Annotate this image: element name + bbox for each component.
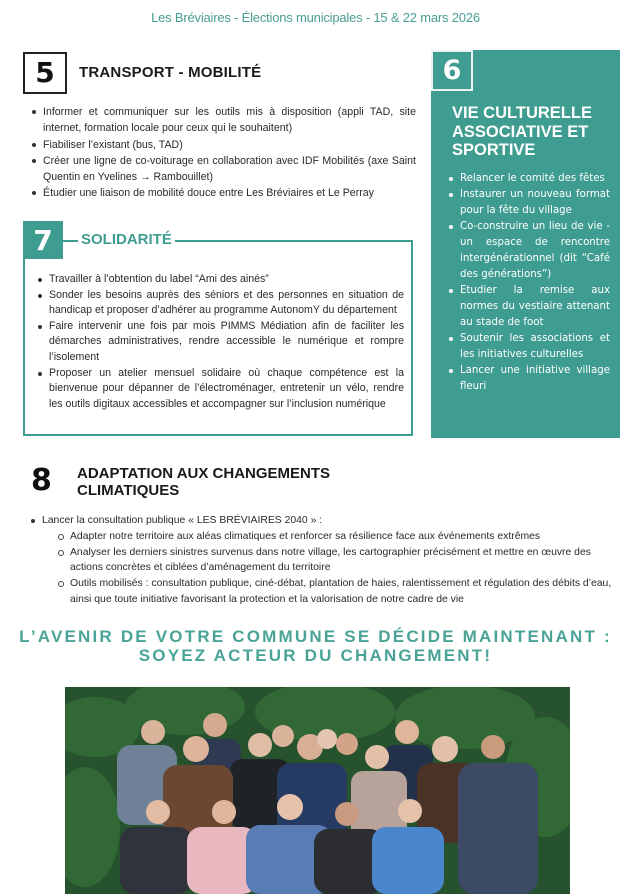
transport-list	[32, 104, 416, 202]
list-item: Soutenir les associations et les initiatives culturelles	[449, 331, 610, 363]
section-title-climat-line2: CLIMATIQUES	[77, 482, 180, 499]
list-item: Faire intervenir une fois par mois PIMMS Médiation afin de faciliter les démarches administratives, rendre accessible le numérique et rompre l’isolement	[38, 319, 404, 366]
list-item: Etudier la remise aux normes du vestiaire attenant au stade de foot	[449, 283, 610, 331]
section-title-culture: VIE CULTURELLE ASSOCIATIVE ET SPORTIVE	[452, 104, 592, 159]
climat-list	[31, 513, 613, 608]
page-header: Les Bréviaires - Élections municipales - 15 & 22 mars 2026	[151, 10, 480, 25]
list-item: Co-construire un lieu de vie - un espace de rencontre intergénérationnel (dit “Café des générations”)	[449, 219, 610, 283]
section-number-8: 8	[31, 463, 52, 498]
list-item: Proposer un atelier mensuel solidaire où chaque compétence est la bienvenue pour dépanner de l’électroménager, entretenir un vélo, rendre les outils digitaux accessibles et accompagner sur l’inclusion numérique	[38, 366, 404, 413]
slogan-line-2: SOYEZ ACTEUR DU CHANGEMENT!	[138, 646, 493, 665]
slogan-line-1: L’AVENIR DE VOTRE COMMUNE SE DÉCIDE MAINTENANT :	[19, 627, 612, 646]
list-item: Travailler à l’obtention du label “Ami des ainés”	[38, 272, 404, 288]
sublist-item: Analyser les derniers sinistres survenus dans notre village, les cartographier précisément et mettre en œuvre des actions concrètes et ciblées d’aménagement du territoire	[58, 545, 613, 577]
team-group-photo	[65, 687, 570, 894]
list-item: Informer et communiquer sur les outils mis à disposition (appli TAD, site internet, formation locale pour ceux qui le souhaitent)	[32, 104, 416, 137]
slogan	[0, 627, 631, 665]
group-photo-illustration	[65, 687, 570, 894]
list-item: Créer une ligne de co-voiturage en collaboration avec IDF Mobilités (axe Saint Quentin en Yvelines → Rambouillet)	[32, 153, 416, 186]
culture-list	[449, 171, 610, 395]
list-item	[31, 513, 613, 608]
list-item: Sonder les besoins auprès des séniors et des personnes en situation de handicap et proposer d’adhérer au programme AutonomY du département	[38, 288, 404, 319]
sublist-item: Outils mobilisés : consultation publique, ciné-débat, plantation de haies, ralentissement et régulation des débits d’eau, ainsi que toute initiative favorisant la protection et la valorisation de notre cadre de vie	[58, 576, 613, 608]
section-number-6: 6	[431, 50, 473, 91]
section-title-climat-line1: ADAPTATION AUX CHANGEMENTS	[77, 465, 331, 482]
list-item: Fiabiliser l’existant (bus, TAD)	[32, 137, 416, 153]
section-number-7: 7	[23, 221, 63, 259]
list-item: Lancer une initiative village fleuri	[449, 363, 610, 395]
sublist-item: Adapter notre territoire aux aléas climatiques et renforcer sa résilience face aux événements extrêmes	[58, 529, 613, 545]
solidarite-list	[38, 272, 404, 412]
climat-sublist	[58, 529, 613, 608]
section-title-transport: TRANSPORT - MOBILITÉ	[79, 64, 262, 81]
section-number-5: 5	[23, 52, 67, 94]
section-title-climat	[77, 465, 330, 499]
list-item: Instaurer un nouveau format pour la fête du village	[449, 187, 610, 219]
section-title-solidarite: SOLIDARITÉ	[78, 231, 175, 248]
list-item: Relancer le comité des fêtes	[449, 171, 610, 187]
list-item-text: Lancer la consultation publique « LES BRÉVIAIRES 2040 » :	[42, 515, 323, 526]
list-item: Étudier une liaison de mobilité douce entre Les Bréviaires et Le Perray	[32, 185, 416, 201]
